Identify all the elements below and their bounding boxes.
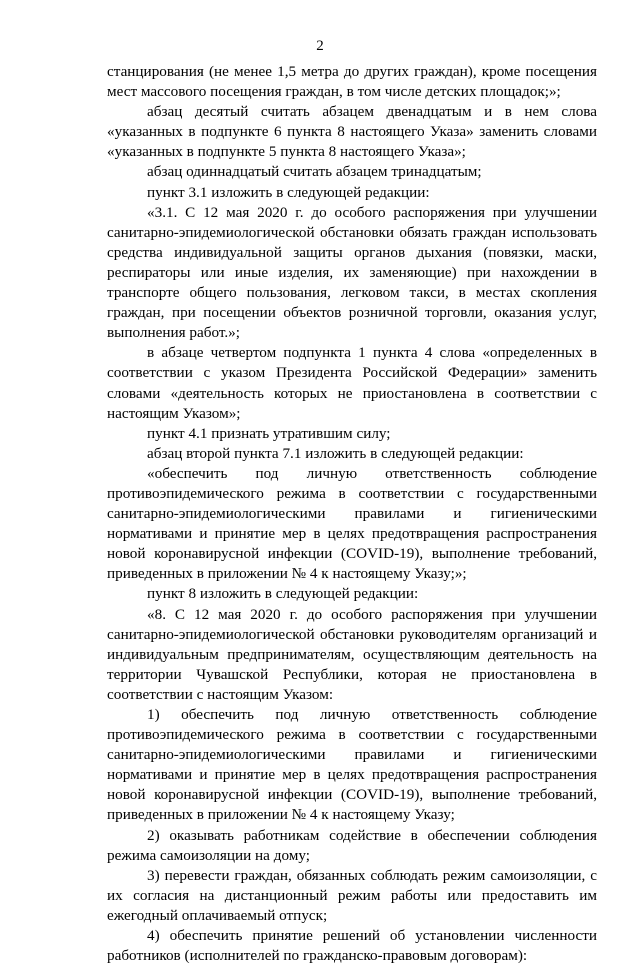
paragraph: абзац второй пункта 7.1 изложить в следующей редакции:	[147, 444, 524, 462]
paragraph: «обеспечить под личную ответственность соблюдение противоэпидемического режима в соответствии с государственными санитарно-эпидемиологическими правилами и гигиеническими нормативами и принятие мер в целях предотвращения распространения новой коронавирусной инфекции (COVID-19), выполнение требований, приведенных в приложении № 4 к настоящему Указу;»;	[107, 464, 597, 583]
paragraph: 3) перевести граждан, обязанных соблюдать режим самоизоляции, с их согласия на дистанционный режим работы или предоставить им ежегодный оплачиваемый отпуск;	[107, 866, 597, 924]
paragraph: пункт 8 изложить в следующей редакции:	[147, 585, 419, 603]
page-number: 2	[316, 38, 324, 54]
paragraph: пункт 3.1 изложить в следующей редакции:	[147, 183, 430, 201]
paragraph: 4) обеспечить принятие решений об установлении численности работников (исполнителей по гражданско-правовым договорам):	[107, 927, 597, 965]
paragraph: абзац десятый считать абзацем двенадцатым и в нем слова «указанных в подпункте 6 пункта 8 настоящего Указа» заменить словами «указанных в подпункте 5 пункта 8 настоящего Указа»;	[107, 103, 597, 161]
paragraph: 1) обеспечить под личную ответственность соблюдение противоэпидемического режима в соответствии с государственными санитарно-эпидемиологическими правилами и гигиеническими нормативами и принятие мер в целях предотвращения распространения новой коронавирусной инфекции (COVID-19), выполнение требований, приведенных в приложении № 4 к настоящему Указу;	[107, 706, 597, 824]
paragraph: станцирования (не менее 1,5 метра до других граждан), кроме посещения мест массового посещения граждан, в том числе детских площадок;»;	[107, 63, 597, 101]
document-body	[107, 62, 597, 966]
paragraph: в абзаце четвертом подпункта 1 пункта 4 слова «определенных в соответствии с указом Президента Российской Федерации» заменить словами «деятельность которых не приостановлена в соответствии с настоящим Указом»;	[107, 344, 597, 422]
paragraph: «3.1. С 12 мая 2020 г. до особого распоряжения при улучшении санитарно-эпидемиологической обстановки обязать граждан использовать средства индивидуальной защиты органов дыхания (повязки, маски, респираторы или иные изделия, их заменяющие) при нахождении в транспорте общего пользования, легковом такси, в местах скопления граждан, при посещении объектов розничной торговли, оказания услуг, выполнения работ.»;	[107, 203, 597, 342]
paragraph: пункт 4.1 признать утратившим силу;	[147, 424, 391, 442]
paragraph: 2) оказывать работникам содействие в обеспечении соблюдения режима самоизоляции на дому;	[107, 826, 597, 864]
paragraph: «8. С 12 мая 2020 г. до особого распоряжения при улучшении санитарно-эпидемиологической обстановки руководителям организаций и индивидуальным предпринимателям, осуществляющим деятельность на территории Чувашской Республики, которая не приостановлена в соответствии с настоящим Указом:	[107, 605, 597, 703]
paragraph: абзац одиннадцатый считать абзацем тринадцатым;	[147, 163, 482, 181]
